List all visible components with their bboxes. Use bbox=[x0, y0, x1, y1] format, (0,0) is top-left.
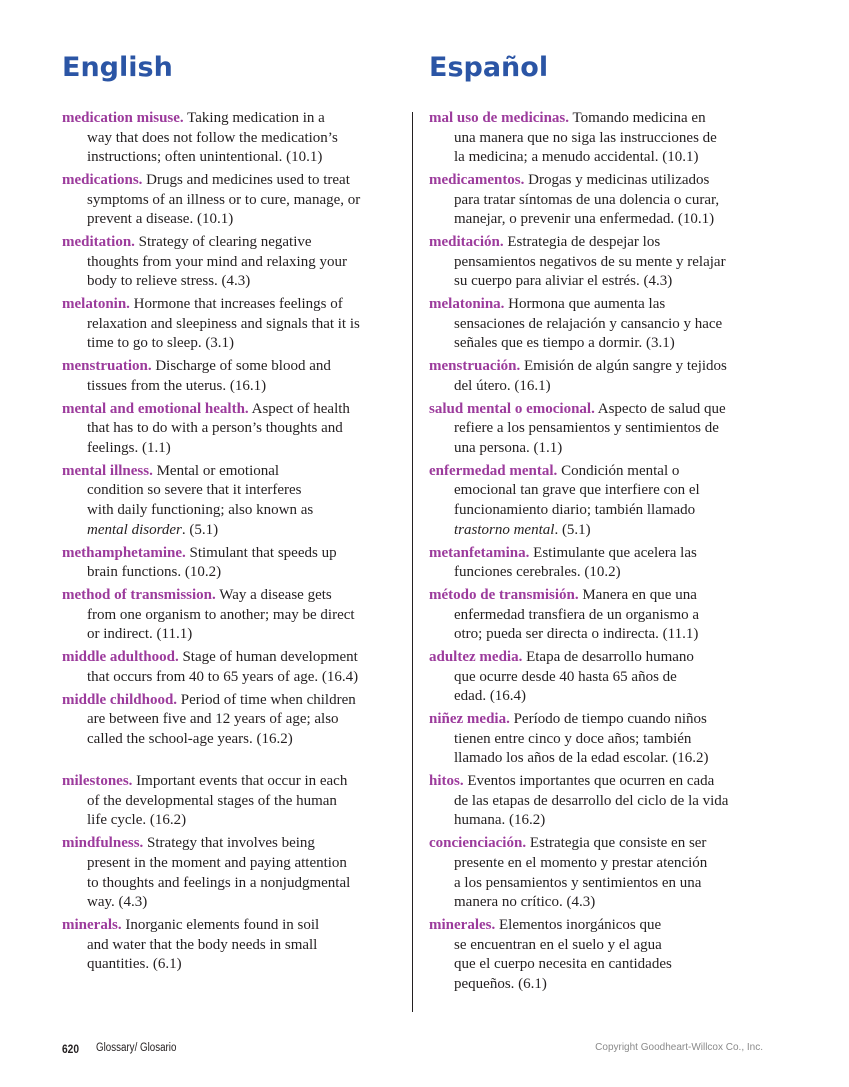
glossary-term: minerals. bbox=[62, 917, 122, 934]
glossary-term: medications. bbox=[62, 172, 143, 189]
glossary-definition: Estimulante que acelera las funciones cerebrales. (10.2) bbox=[454, 544, 697, 581]
glossary-definition: Drugs and medicines used to treat symptoms of an illness or to cure, manage, or prevent a disease. (10.1) bbox=[87, 172, 361, 228]
glossary-term: meditation. bbox=[62, 234, 135, 251]
glossary-term: menstruación. bbox=[429, 358, 521, 375]
glossary-entry bbox=[429, 710, 774, 769]
glossary-term: meditación. bbox=[429, 234, 504, 251]
glossary-entry bbox=[429, 233, 774, 292]
glossary-definition: Stimulant that speeds up brain functions. (10.2) bbox=[87, 544, 337, 581]
glossary-entry bbox=[62, 171, 407, 230]
glossary-term: method of transmission. bbox=[62, 587, 216, 604]
glossary-definition: Strategy that involves being present in the moment and paying attention to thoughts and feelings in a nonjudgmental way. (4.3) bbox=[87, 835, 351, 911]
glossary-definition: Stage of human development that occurs from 40 to 65 years of age. (16.4) bbox=[87, 649, 359, 685]
glossary-entry bbox=[62, 357, 407, 396]
glossary-alt-term: trastorno mental bbox=[454, 521, 555, 538]
glossary-definition: Aspecto de salud que refiere a los pensamientos y sentimientos de una persona. (1.1) bbox=[454, 400, 726, 456]
glossary-definition: Emisión de algún sangre y tejidos del útero. (16.1) bbox=[454, 358, 727, 394]
glossary-definition: Aspect of health that has to do with a person’s thoughts and feelings. (1.1) bbox=[87, 400, 350, 456]
glossary-definition: Estrategia de despejar los pensamientos negativos de su mente y relajar su cuerpo para aliviar el estrés. (4.3) bbox=[454, 234, 726, 290]
glossary-term: metanfetamina. bbox=[429, 544, 530, 561]
glossary-definition: Period of time when children are between five and 12 years of age; also called the school-age years. (16.2) bbox=[87, 691, 356, 747]
glossary-entry bbox=[429, 834, 774, 912]
copyright-notice: Copyright Goodheart-Willcox Co., Inc. bbox=[595, 1042, 763, 1053]
glossary-definition: Mental or emotional condition so severe that it interferes with daily functioning; also known as bbox=[87, 462, 314, 519]
glossary-term: medicamentos. bbox=[429, 172, 525, 189]
glossary-entry bbox=[62, 544, 407, 583]
glossary-term: middle adulthood. bbox=[62, 649, 179, 666]
glossary-definition: Estrategia que consiste en ser presente en el momento y prestar atención a los pensamientos y sentimientos en una manera no crítico. (4.3) bbox=[454, 835, 708, 911]
english-glossary-column bbox=[62, 109, 407, 978]
glossary-term: mal uso de medicinas. bbox=[429, 110, 570, 126]
glossary-entry bbox=[429, 357, 774, 396]
glossary-term: enfermedad mental. bbox=[429, 462, 558, 479]
glossary-entry bbox=[62, 233, 407, 292]
glossary-term: hitos. bbox=[429, 773, 464, 790]
page-number: 620 bbox=[62, 1042, 80, 1056]
glossary-definition: Hormone that increases feelings of relaxation and sleepiness and signals that it is time to go to sleep. (3.1) bbox=[87, 296, 360, 352]
english-heading: English bbox=[62, 52, 173, 83]
glossary-term: mindfulness. bbox=[62, 835, 144, 852]
glossary-definition: Manera en que una enfermedad transfiera de un organismo a otro; pueda ser directa o indirecta. (11.1) bbox=[454, 587, 700, 643]
glossary-entry bbox=[62, 462, 407, 540]
glossary-term: methamphetamine. bbox=[62, 544, 186, 561]
glossary-term: melatonin. bbox=[62, 296, 130, 313]
glossary-term: método de transmisión. bbox=[429, 587, 579, 604]
glossary-definition: Elementos inorgánicos que se encuentran en el suelo y el agua que el cuerpo necesita en cantidades pequeños. (6.1) bbox=[454, 917, 672, 992]
glossary-term: medication misuse. bbox=[62, 110, 184, 126]
glossary-entry bbox=[429, 462, 774, 540]
glossary-definition: Discharge of some blood and tissues from the uterus. (16.1) bbox=[87, 358, 331, 394]
glossary-term: mental and emotional health. bbox=[62, 400, 249, 417]
glossary-entry bbox=[62, 916, 407, 975]
glossary-entry bbox=[429, 772, 774, 831]
glossary-term: menstruation. bbox=[62, 358, 152, 375]
glossary-definition: Strategy of clearing negative thoughts from your mind and relaxing your body to relieve stress. (4.3) bbox=[87, 234, 347, 290]
glossary-term: mental illness. bbox=[62, 462, 153, 479]
glossary-definition: Way a disease gets from one organism to another; may be direct or indirect. (11.1) bbox=[87, 587, 355, 643]
glossary-definition: Drogas y medicinas utilizados para tratar síntomas de una dolencia o curar, manejar, o prevenir una enfermedad. (10.1) bbox=[454, 172, 720, 228]
glossary-definition: Taking medication in a way that does not follow the medication’s instructions; often unintentional. (10.1) bbox=[87, 110, 338, 166]
glossary-term: salud mental o emocional. bbox=[429, 400, 595, 417]
glossary-entry bbox=[62, 772, 407, 831]
glossary-term: concienciación. bbox=[429, 835, 527, 852]
glossary-definition: Hormona que aumenta las sensaciones de relajación y cansancio y hace señales que es tiempo a dormir. (3.1) bbox=[454, 296, 723, 352]
spanish-heading: Español bbox=[429, 52, 549, 83]
glossary-entry bbox=[429, 916, 774, 994]
glossary-entry bbox=[429, 171, 774, 230]
glossary-entry bbox=[429, 109, 774, 168]
glossary-entry bbox=[429, 648, 774, 707]
glossary-entry bbox=[62, 109, 407, 168]
glossary-term: adultez media. bbox=[429, 649, 523, 666]
glossary-definition: Inorganic elements found in soil and water that the body needs in small quantities. (6.1) bbox=[87, 917, 320, 973]
glossary-term: minerales. bbox=[429, 917, 496, 934]
glossary-entry bbox=[62, 295, 407, 354]
glossary-entry bbox=[429, 544, 774, 583]
glossary-entry bbox=[62, 586, 407, 645]
glossary-definition: Período de tiempo cuando niños tienen entre cinco y doce años; también llamado los años de la edad escolar. (16.2) bbox=[454, 711, 709, 767]
section-label: Glossary/ Glosario bbox=[96, 1042, 177, 1054]
glossary-entry bbox=[429, 586, 774, 645]
glossary-definition: Important events that occur in each of the developmental stages of the human life cycle. (16.2) bbox=[87, 773, 348, 829]
spanish-glossary-column bbox=[429, 109, 774, 998]
glossary-definition: Tomando medicina en una manera que no siga las instrucciones de la medicina; a menudo accidental. (10.1) bbox=[454, 110, 717, 166]
glossary-entry bbox=[62, 648, 407, 687]
glossary-definition: Eventos importantes que ocurren en cada de las etapas de desarrollo del ciclo de la vida humana. (16.2) bbox=[454, 773, 729, 829]
column-divider bbox=[412, 112, 413, 1012]
glossary-term: melatonina. bbox=[429, 296, 505, 313]
glossary-entry bbox=[429, 400, 774, 459]
glossary-definition-tail: . (5.1) bbox=[181, 521, 219, 538]
glossary-alt-term: mental disorder bbox=[87, 521, 182, 538]
glossary-term: middle childhood. bbox=[62, 691, 178, 708]
glossary-term: milestones. bbox=[62, 773, 133, 790]
glossary-entry bbox=[62, 834, 407, 912]
glossary-entry bbox=[62, 691, 407, 750]
glossary-definition: Condición mental o emocional tan grave que interfiere con el funcionamiento diario; también llamado bbox=[454, 462, 700, 519]
glossary-term: niñez media. bbox=[429, 711, 510, 728]
glossary-definition-tail: . (5.1) bbox=[554, 521, 591, 538]
glossary-entry bbox=[62, 400, 407, 459]
glossary-entry bbox=[429, 295, 774, 354]
glossary-definition: Etapa de desarrollo humano que ocurre desde 40 hasta 65 años de edad. (16.4) bbox=[454, 649, 694, 705]
